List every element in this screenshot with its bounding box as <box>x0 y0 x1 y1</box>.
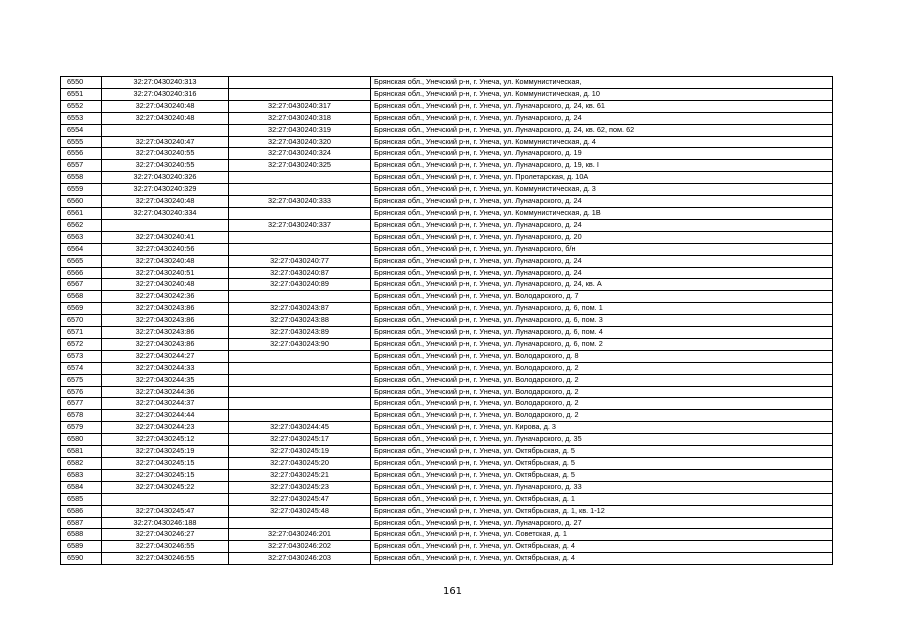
cadastral-number-cell: 32:27:0430245:21 <box>229 469 371 481</box>
cadastral-number-cell: 32:27:0430245:48 <box>229 505 371 517</box>
parent-cadastral-number-cell: 32:27:0430245:19 <box>102 446 229 458</box>
row-number-cell: 6583 <box>61 469 102 481</box>
parent-cadastral-number-cell: 32:27:0430240:51 <box>102 267 229 279</box>
table-row <box>61 446 833 458</box>
address-cell: Брянская обл., Унечский р-н, г. Унеча, ул. Луначарского, д. 19, кв. I <box>371 160 833 172</box>
address-cell: Брянская обл., Унечский р-н, г. Унеча, ул. Кирова, д. 3 <box>371 422 833 434</box>
address-cell: Брянская обл., Унечский р-н, г. Унеча, ул. Володарского, д. 2 <box>371 362 833 374</box>
parent-cadastral-number-cell <box>102 124 229 136</box>
address-cell: Брянская обл., Унечский р-н, г. Унеча, ул. Луначарского, д. 19 <box>371 148 833 160</box>
parent-cadastral-number-cell <box>102 219 229 231</box>
parent-cadastral-number-cell: 32:27:0430243:86 <box>102 303 229 315</box>
row-number-cell: 6552 <box>61 100 102 112</box>
table-row <box>61 172 833 184</box>
parent-cadastral-number-cell: 32:27:0430244:23 <box>102 422 229 434</box>
address-cell: Брянская обл., Унечский р-н, г. Унеча, ул. Октябрьская, д. 5 <box>371 469 833 481</box>
parent-cadastral-number-cell: 32:27:0430244:33 <box>102 362 229 374</box>
parent-cadastral-number-cell: 32:27:0430245:12 <box>102 434 229 446</box>
row-number-cell: 6569 <box>61 303 102 315</box>
parent-cadastral-number-cell: 32:27:0430246:188 <box>102 517 229 529</box>
cadastral-number-cell: 32:27:0430243:89 <box>229 327 371 339</box>
row-number-cell: 6580 <box>61 434 102 446</box>
table-row <box>61 350 833 362</box>
parent-cadastral-number-cell: 32:27:0430246:55 <box>102 553 229 565</box>
table-row <box>61 112 833 124</box>
table-row <box>61 255 833 267</box>
table-row <box>61 505 833 517</box>
cadastral-number-cell: 32:27:0430240:89 <box>229 279 371 291</box>
address-cell: Брянская обл., Унечский р-н, г. Унеча, ул. Володарского, д. 8 <box>371 350 833 362</box>
parent-cadastral-number-cell: 32:27:0430246:27 <box>102 529 229 541</box>
address-cell: Брянская обл., Унечский р-н, г. Унеча, ул. Луначарского, д. 24, кв. А <box>371 279 833 291</box>
table-row <box>61 243 833 255</box>
cadastral-number-cell: 32:27:0430240:77 <box>229 255 371 267</box>
table-row <box>61 219 833 231</box>
table-row <box>61 279 833 291</box>
table-row <box>61 458 833 470</box>
address-cell: Брянская обл., Унечский р-н, г. Унеча, ул. Володарского, д. 2 <box>371 374 833 386</box>
row-number-cell: 6555 <box>61 136 102 148</box>
table-row <box>61 469 833 481</box>
row-number-cell: 6564 <box>61 243 102 255</box>
cadastral-number-cell: 32:27:0430245:23 <box>229 481 371 493</box>
table-row <box>61 100 833 112</box>
cadastral-number-cell: 32:27:0430240:319 <box>229 124 371 136</box>
table-row <box>61 124 833 136</box>
row-number-cell: 6566 <box>61 267 102 279</box>
row-number-cell: 6589 <box>61 541 102 553</box>
parent-cadastral-number-cell: 32:27:0430245:15 <box>102 458 229 470</box>
cadastral-number-cell: 32:27:0430240:325 <box>229 160 371 172</box>
parent-cadastral-number-cell: 32:27:0430240:47 <box>102 136 229 148</box>
cadastral-number-cell <box>229 184 371 196</box>
address-cell: Брянская обл., Унечский р-н, г. Унеча, ул. Коммунистическая, д. 3 <box>371 184 833 196</box>
table-row <box>61 517 833 529</box>
address-cell: Брянская обл., Унечский р-н, г. Унеча, ул. Луначарского, д. 24 <box>371 255 833 267</box>
address-cell: Брянская обл., Унечский р-н, г. Унеча, ул. Луначарского, д. 24 <box>371 219 833 231</box>
table-row <box>61 398 833 410</box>
row-number-cell: 6571 <box>61 327 102 339</box>
row-number-cell: 6550 <box>61 77 102 89</box>
parent-cadastral-number-cell: 32:27:0430244:35 <box>102 374 229 386</box>
table-row <box>61 493 833 505</box>
table-row <box>61 422 833 434</box>
table-row <box>61 136 833 148</box>
cadastral-number-cell <box>229 207 371 219</box>
table-row <box>61 267 833 279</box>
row-number-cell: 6576 <box>61 386 102 398</box>
row-number-cell: 6586 <box>61 505 102 517</box>
cadastral-number-cell: 32:27:0430245:20 <box>229 458 371 470</box>
table-row <box>61 529 833 541</box>
address-cell: Брянская обл., Унечский р-н, г. Унеча, ул. Володарского, д. 2 <box>371 410 833 422</box>
address-cell: Брянская обл., Унечский р-н, г. Унеча, ул. Октябрьская, д. 4 <box>371 541 833 553</box>
cadastral-number-cell: 32:27:0430246:202 <box>229 541 371 553</box>
address-cell: Брянская обл., Унечский р-н, г. Унеча, ул. Володарского, д. 7 <box>371 291 833 303</box>
cadastral-number-cell <box>229 374 371 386</box>
table-row <box>61 338 833 350</box>
address-cell: Брянская обл., Унечский р-н, г. Унеча, ул. Луначарского, д. 27 <box>371 517 833 529</box>
cadastral-number-cell <box>229 517 371 529</box>
row-number-cell: 6565 <box>61 255 102 267</box>
parent-cadastral-number-cell: 32:27:0430240:316 <box>102 88 229 100</box>
cadastral-number-cell: 32:27:0430240:337 <box>229 219 371 231</box>
parent-cadastral-number-cell: 32:27:0430244:36 <box>102 386 229 398</box>
address-cell: Брянская обл., Унечский р-н, г. Унеча, ул. Луначарского, б/н <box>371 243 833 255</box>
address-cell: Брянская обл., Унечский р-н, г. Унеча, ул. Пролетарская, д. 10А <box>371 172 833 184</box>
parent-cadastral-number-cell: 32:27:0430243:86 <box>102 327 229 339</box>
table-row <box>61 207 833 219</box>
cadastral-number-cell: 32:27:0430246:201 <box>229 529 371 541</box>
cadastral-number-cell: 32:27:0430245:17 <box>229 434 371 446</box>
cadastral-number-cell <box>229 350 371 362</box>
page-number: 161 <box>442 586 463 597</box>
row-number-cell: 6562 <box>61 219 102 231</box>
row-number-cell: 6557 <box>61 160 102 172</box>
table-row <box>61 386 833 398</box>
row-number-cell: 6574 <box>61 362 102 374</box>
table-row <box>61 362 833 374</box>
row-number-cell: 6590 <box>61 553 102 565</box>
cadastral-number-cell: 32:27:0430240:87 <box>229 267 371 279</box>
parent-cadastral-number-cell: 32:27:0430240:48 <box>102 255 229 267</box>
parent-cadastral-number-cell: 32:27:0430240:41 <box>102 231 229 243</box>
cadastral-number-cell: 32:27:0430245:47 <box>229 493 371 505</box>
row-number-cell: 6570 <box>61 315 102 327</box>
row-number-cell: 6578 <box>61 410 102 422</box>
cadastral-table <box>60 76 833 565</box>
row-number-cell: 6558 <box>61 172 102 184</box>
cadastral-number-cell <box>229 362 371 374</box>
address-cell: Брянская обл., Унечский р-н, г. Унеча, ул. Луначарского, д. 35 <box>371 434 833 446</box>
cadastral-number-cell: 32:27:0430245:19 <box>229 446 371 458</box>
parent-cadastral-number-cell: 32:27:0430244:37 <box>102 398 229 410</box>
address-cell: Брянская обл., Унечский р-н, г. Унеча, ул. Луначарского, д. 24, кв. 61 <box>371 100 833 112</box>
cadastral-number-cell <box>229 291 371 303</box>
cadastral-number-cell: 32:27:0430240:333 <box>229 196 371 208</box>
parent-cadastral-number-cell: 32:27:0430240:55 <box>102 148 229 160</box>
row-number-cell: 6579 <box>61 422 102 434</box>
parent-cadastral-number-cell: 32:27:0430240:326 <box>102 172 229 184</box>
parent-cadastral-number-cell: 32:27:0430242:36 <box>102 291 229 303</box>
address-cell: Брянская обл., Унечский р-н, г. Унеча, ул. Володарского, д. 2 <box>371 398 833 410</box>
address-cell: Брянская обл., Унечский р-н, г. Унеча, ул. Коммунистическая, д. 10 <box>371 88 833 100</box>
table-row <box>61 160 833 172</box>
parent-cadastral-number-cell: 32:27:0430243:86 <box>102 315 229 327</box>
cadastral-number-cell: 32:27:0430240:318 <box>229 112 371 124</box>
address-cell: Брянская обл., Унечский р-н, г. Унеча, ул. Луначарского, д. 24, кв. 62, пом. 62 <box>371 124 833 136</box>
table-row <box>61 327 833 339</box>
cadastral-number-cell: 32:27:0430243:87 <box>229 303 371 315</box>
table-row <box>61 291 833 303</box>
address-cell: Брянская обл., Унечский р-н, г. Унеча, ул. Луначарского, д. 20 <box>371 231 833 243</box>
table-row <box>61 231 833 243</box>
table-row <box>61 196 833 208</box>
row-number-cell: 6567 <box>61 279 102 291</box>
row-number-cell: 6587 <box>61 517 102 529</box>
row-number-cell: 6568 <box>61 291 102 303</box>
table-row <box>61 77 833 89</box>
table-row <box>61 88 833 100</box>
parent-cadastral-number-cell: 32:27:0430246:55 <box>102 541 229 553</box>
address-cell: Брянская обл., Унечский р-н, г. Унеча, ул. Октябрьская, д. 5 <box>371 458 833 470</box>
table-row <box>61 303 833 315</box>
table-row <box>61 541 833 553</box>
address-cell: Брянская обл., Унечский р-н, г. Унеча, ул. Володарского, д. 2 <box>371 386 833 398</box>
table-row <box>61 374 833 386</box>
parent-cadastral-number-cell: 32:27:0430240:334 <box>102 207 229 219</box>
address-cell: Брянская обл., Унечский р-н, г. Унеча, ул. Советская, д. 1 <box>371 529 833 541</box>
parent-cadastral-number-cell: 32:27:0430240:48 <box>102 100 229 112</box>
row-number-cell: 6575 <box>61 374 102 386</box>
table-row <box>61 553 833 565</box>
parent-cadastral-number-cell: 32:27:0430240:313 <box>102 77 229 89</box>
row-number-cell: 6563 <box>61 231 102 243</box>
cadastral-number-cell: 32:27:0430240:324 <box>229 148 371 160</box>
row-number-cell: 6584 <box>61 481 102 493</box>
row-number-cell: 6551 <box>61 88 102 100</box>
cadastral-number-cell: 32:27:0430243:90 <box>229 338 371 350</box>
row-number-cell: 6560 <box>61 196 102 208</box>
cadastral-number-cell: 32:27:0430246:203 <box>229 553 371 565</box>
address-cell: Брянская обл., Унечский р-н, г. Унеча, ул. Луначарского, д. 24 <box>371 196 833 208</box>
table-row <box>61 434 833 446</box>
cadastral-number-cell <box>229 231 371 243</box>
address-cell: Брянская обл., Унечский р-н, г. Унеча, ул. Коммунистическая, д. 1В <box>371 207 833 219</box>
address-cell: Брянская обл., Унечский р-н, г. Унеча, ул. Луначарского, д. 6, пом. 1 <box>371 303 833 315</box>
cadastral-number-cell <box>229 243 371 255</box>
address-cell: Брянская обл., Унечский р-н, г. Унеча, ул. Октябрьская, д. 1, кв. 1-12 <box>371 505 833 517</box>
table-row <box>61 315 833 327</box>
cadastral-number-cell: 32:27:0430244:45 <box>229 422 371 434</box>
table-body <box>61 77 833 565</box>
cadastral-number-cell <box>229 88 371 100</box>
address-cell: Брянская обл., Унечский р-н, г. Унеча, ул. Коммунистическая, д. 4 <box>371 136 833 148</box>
cadastral-number-cell <box>229 77 371 89</box>
cadastral-number-cell <box>229 410 371 422</box>
parent-cadastral-number-cell: 32:27:0430245:47 <box>102 505 229 517</box>
cadastral-number-cell: 32:27:0430240:320 <box>229 136 371 148</box>
address-cell: Брянская обл., Унечский р-н, г. Унеча, ул. Октябрьская, д. 4 <box>371 553 833 565</box>
address-cell: Брянская обл., Унечский р-н, г. Унеча, ул. Луначарского, д. 6, пом. 3 <box>371 315 833 327</box>
row-number-cell: 6553 <box>61 112 102 124</box>
parent-cadastral-number-cell: 32:27:0430244:27 <box>102 350 229 362</box>
address-cell: Брянская обл., Унечский р-н, г. Унеча, ул. Луначарского, д. 24 <box>371 267 833 279</box>
cadastral-number-cell: 32:27:0430240:317 <box>229 100 371 112</box>
parent-cadastral-number-cell: 32:27:0430245:15 <box>102 469 229 481</box>
table-row <box>61 184 833 196</box>
parent-cadastral-number-cell: 32:27:0430240:56 <box>102 243 229 255</box>
address-cell: Брянская обл., Унечский р-н, г. Унеча, ул. Луначарского, д. 24 <box>371 112 833 124</box>
row-number-cell: 6561 <box>61 207 102 219</box>
address-cell: Брянская обл., Унечский р-н, г. Унеча, ул. Луначарского, д. 6, пом. 2 <box>371 338 833 350</box>
address-cell: Брянская обл., Унечский р-н, г. Унеча, ул. Октябрьская, д. 1 <box>371 493 833 505</box>
address-cell: Брянская обл., Унечский р-н, г. Унеча, ул. Луначарского, д. 33 <box>371 481 833 493</box>
parent-cadastral-number-cell: 32:27:0430240:329 <box>102 184 229 196</box>
row-number-cell: 6582 <box>61 458 102 470</box>
row-number-cell: 6577 <box>61 398 102 410</box>
parent-cadastral-number-cell <box>102 493 229 505</box>
parent-cadastral-number-cell: 32:27:0430240:48 <box>102 112 229 124</box>
cadastral-number-cell <box>229 398 371 410</box>
parent-cadastral-number-cell: 32:27:0430240:55 <box>102 160 229 172</box>
parent-cadastral-number-cell: 32:27:0430240:48 <box>102 279 229 291</box>
table-row <box>61 148 833 160</box>
parent-cadastral-number-cell: 32:27:0430245:22 <box>102 481 229 493</box>
row-number-cell: 6588 <box>61 529 102 541</box>
address-cell: Брянская обл., Унечский р-н, г. Унеча, ул. Октябрьская, д. 5 <box>371 446 833 458</box>
row-number-cell: 6585 <box>61 493 102 505</box>
cadastral-number-cell <box>229 172 371 184</box>
parent-cadastral-number-cell: 32:27:0430243:86 <box>102 338 229 350</box>
row-number-cell: 6581 <box>61 446 102 458</box>
table-row <box>61 481 833 493</box>
address-cell: Брянская обл., Унечский р-н, г. Унеча, ул. Коммунистическая, <box>371 77 833 89</box>
cadastral-number-cell: 32:27:0430243:88 <box>229 315 371 327</box>
address-cell: Брянская обл., Унечский р-н, г. Унеча, ул. Луначарского, д. 6, пом. 4 <box>371 327 833 339</box>
cadastral-number-cell <box>229 386 371 398</box>
parent-cadastral-number-cell: 32:27:0430244:44 <box>102 410 229 422</box>
table-row <box>61 410 833 422</box>
row-number-cell: 6573 <box>61 350 102 362</box>
row-number-cell: 6559 <box>61 184 102 196</box>
row-number-cell: 6554 <box>61 124 102 136</box>
parent-cadastral-number-cell: 32:27:0430240:48 <box>102 196 229 208</box>
row-number-cell: 6556 <box>61 148 102 160</box>
row-number-cell: 6572 <box>61 338 102 350</box>
